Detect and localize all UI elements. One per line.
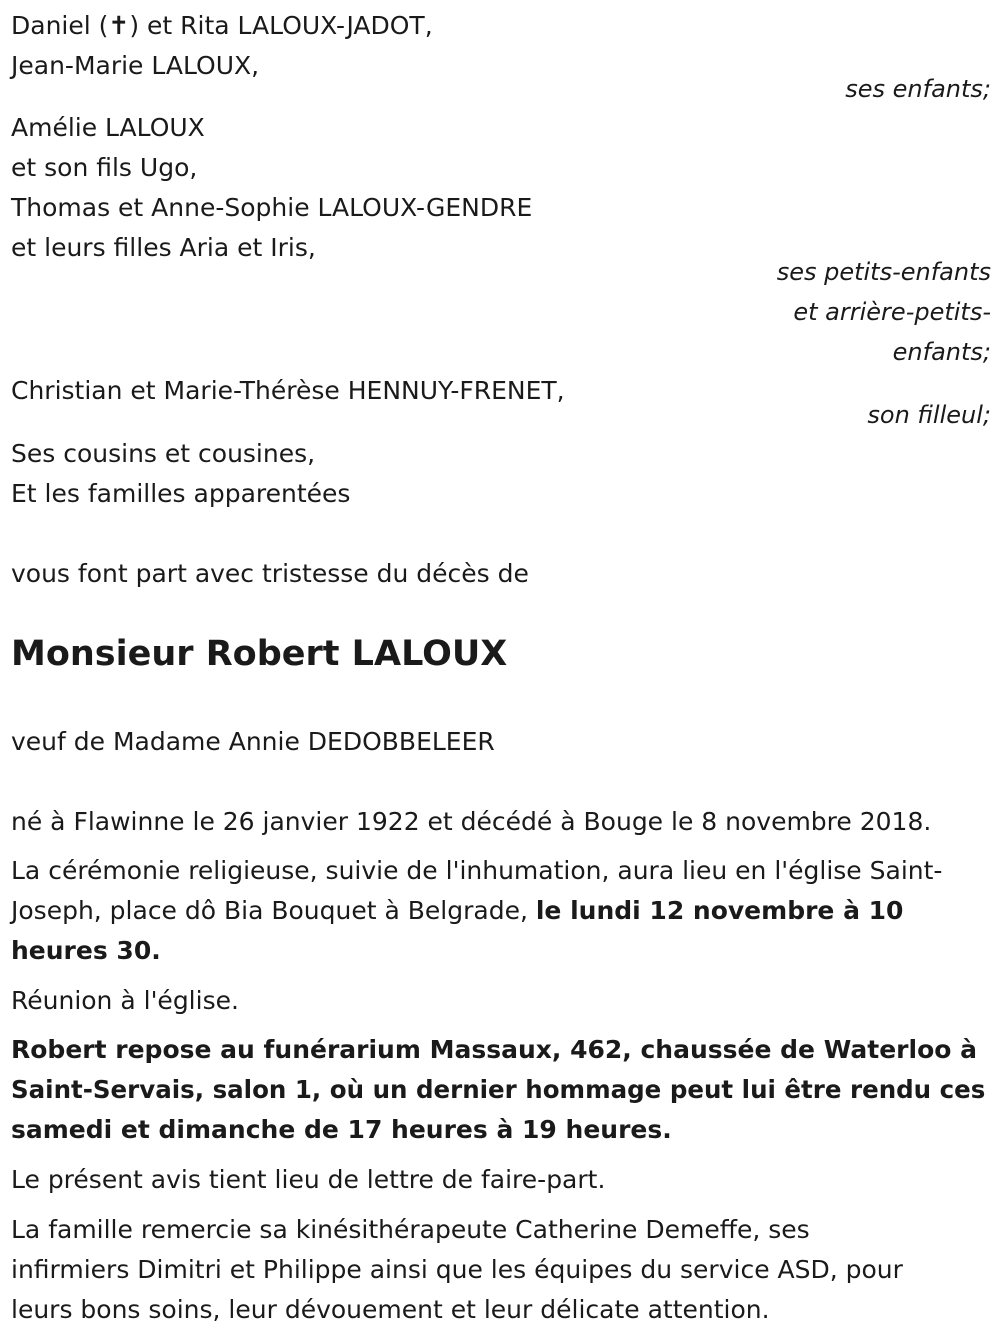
grandchildren-line-3: Thomas et Anne-Sophie LALOUX-GENDRE — [11, 193, 533, 222]
grandchildren-line-1: Amélie LALOUX — [11, 113, 205, 142]
widower-line: veuf de Madame Annie DEDOBBELEER — [11, 727, 495, 756]
viewing-line-2: Saint-Servais, salon 1, où un dernier hommage peut lui être rendu ces — [11, 1075, 986, 1104]
notice-line: Le présent avis tient lieu de lettre de faire-part. — [11, 1165, 606, 1194]
birth-death-line: né à Flawinne le 26 janvier 1922 et décédé à Bouge le 8 novembre 2018. — [11, 807, 932, 836]
announcement: vous font part avec tristesse du décès de — [11, 559, 529, 588]
relatives-line-2: Et les familles apparentées — [11, 479, 351, 508]
ceremony-date: le lundi 12 novembre à 10 — [535, 896, 904, 925]
viewing-line-1: Robert repose au funérarium Massaux, 462, chaussée de Waterloo à — [11, 1035, 977, 1064]
children-role: ses enfants; — [845, 75, 991, 103]
ceremony-line-1: La cérémonie religieuse, suivie de l'inhumation, aura lieu en l'église Saint- — [11, 856, 943, 885]
ceremony-line-2 — [11, 891, 903, 931]
godson-line: Christian et Marie-Thérèse HENNUY-FRENET, — [11, 376, 565, 405]
grandchildren-role-line-1: ses petits-enfants — [776, 258, 991, 286]
thanks-line-1: La famille remercie sa kinésithérapeute Catherine Demeffe, ses — [11, 1215, 810, 1244]
thanks-line-2: infirmiers Dimitri et Philippe ainsi que les équipes du service ASD, pour — [11, 1255, 903, 1284]
viewing-line-3: samedi et dimanche de 17 heures à 19 heures. — [11, 1115, 672, 1144]
meeting-line: Réunion à l'église. — [11, 986, 239, 1015]
grandchildren-line-4: et leurs filles Aria et Iris, — [11, 233, 316, 262]
ceremony-place: Joseph, place dô Bia Bouquet à Belgrade, — [11, 896, 536, 925]
grandchildren-role-line-2: et arrière-petits- — [793, 298, 991, 326]
grandchildren-role-line-3: enfants; — [892, 338, 991, 366]
deceased-name: Monsieur Robert LALOUX — [11, 634, 508, 674]
grandchildren-line-2: et son fils Ugo, — [11, 153, 198, 182]
children-line-1: Daniel (✝) et Rita LALOUX-JADOT, — [11, 11, 433, 40]
thanks-line-3: leurs bons soins, leur dévouement et leur délicate attention. — [11, 1295, 770, 1324]
ceremony-time: heures 30. — [11, 936, 161, 965]
relatives-line-1: Ses cousins et cousines, — [11, 439, 316, 468]
children-line-2: Jean-Marie LALOUX, — [11, 51, 260, 80]
godson-role: son filleul; — [867, 401, 991, 429]
